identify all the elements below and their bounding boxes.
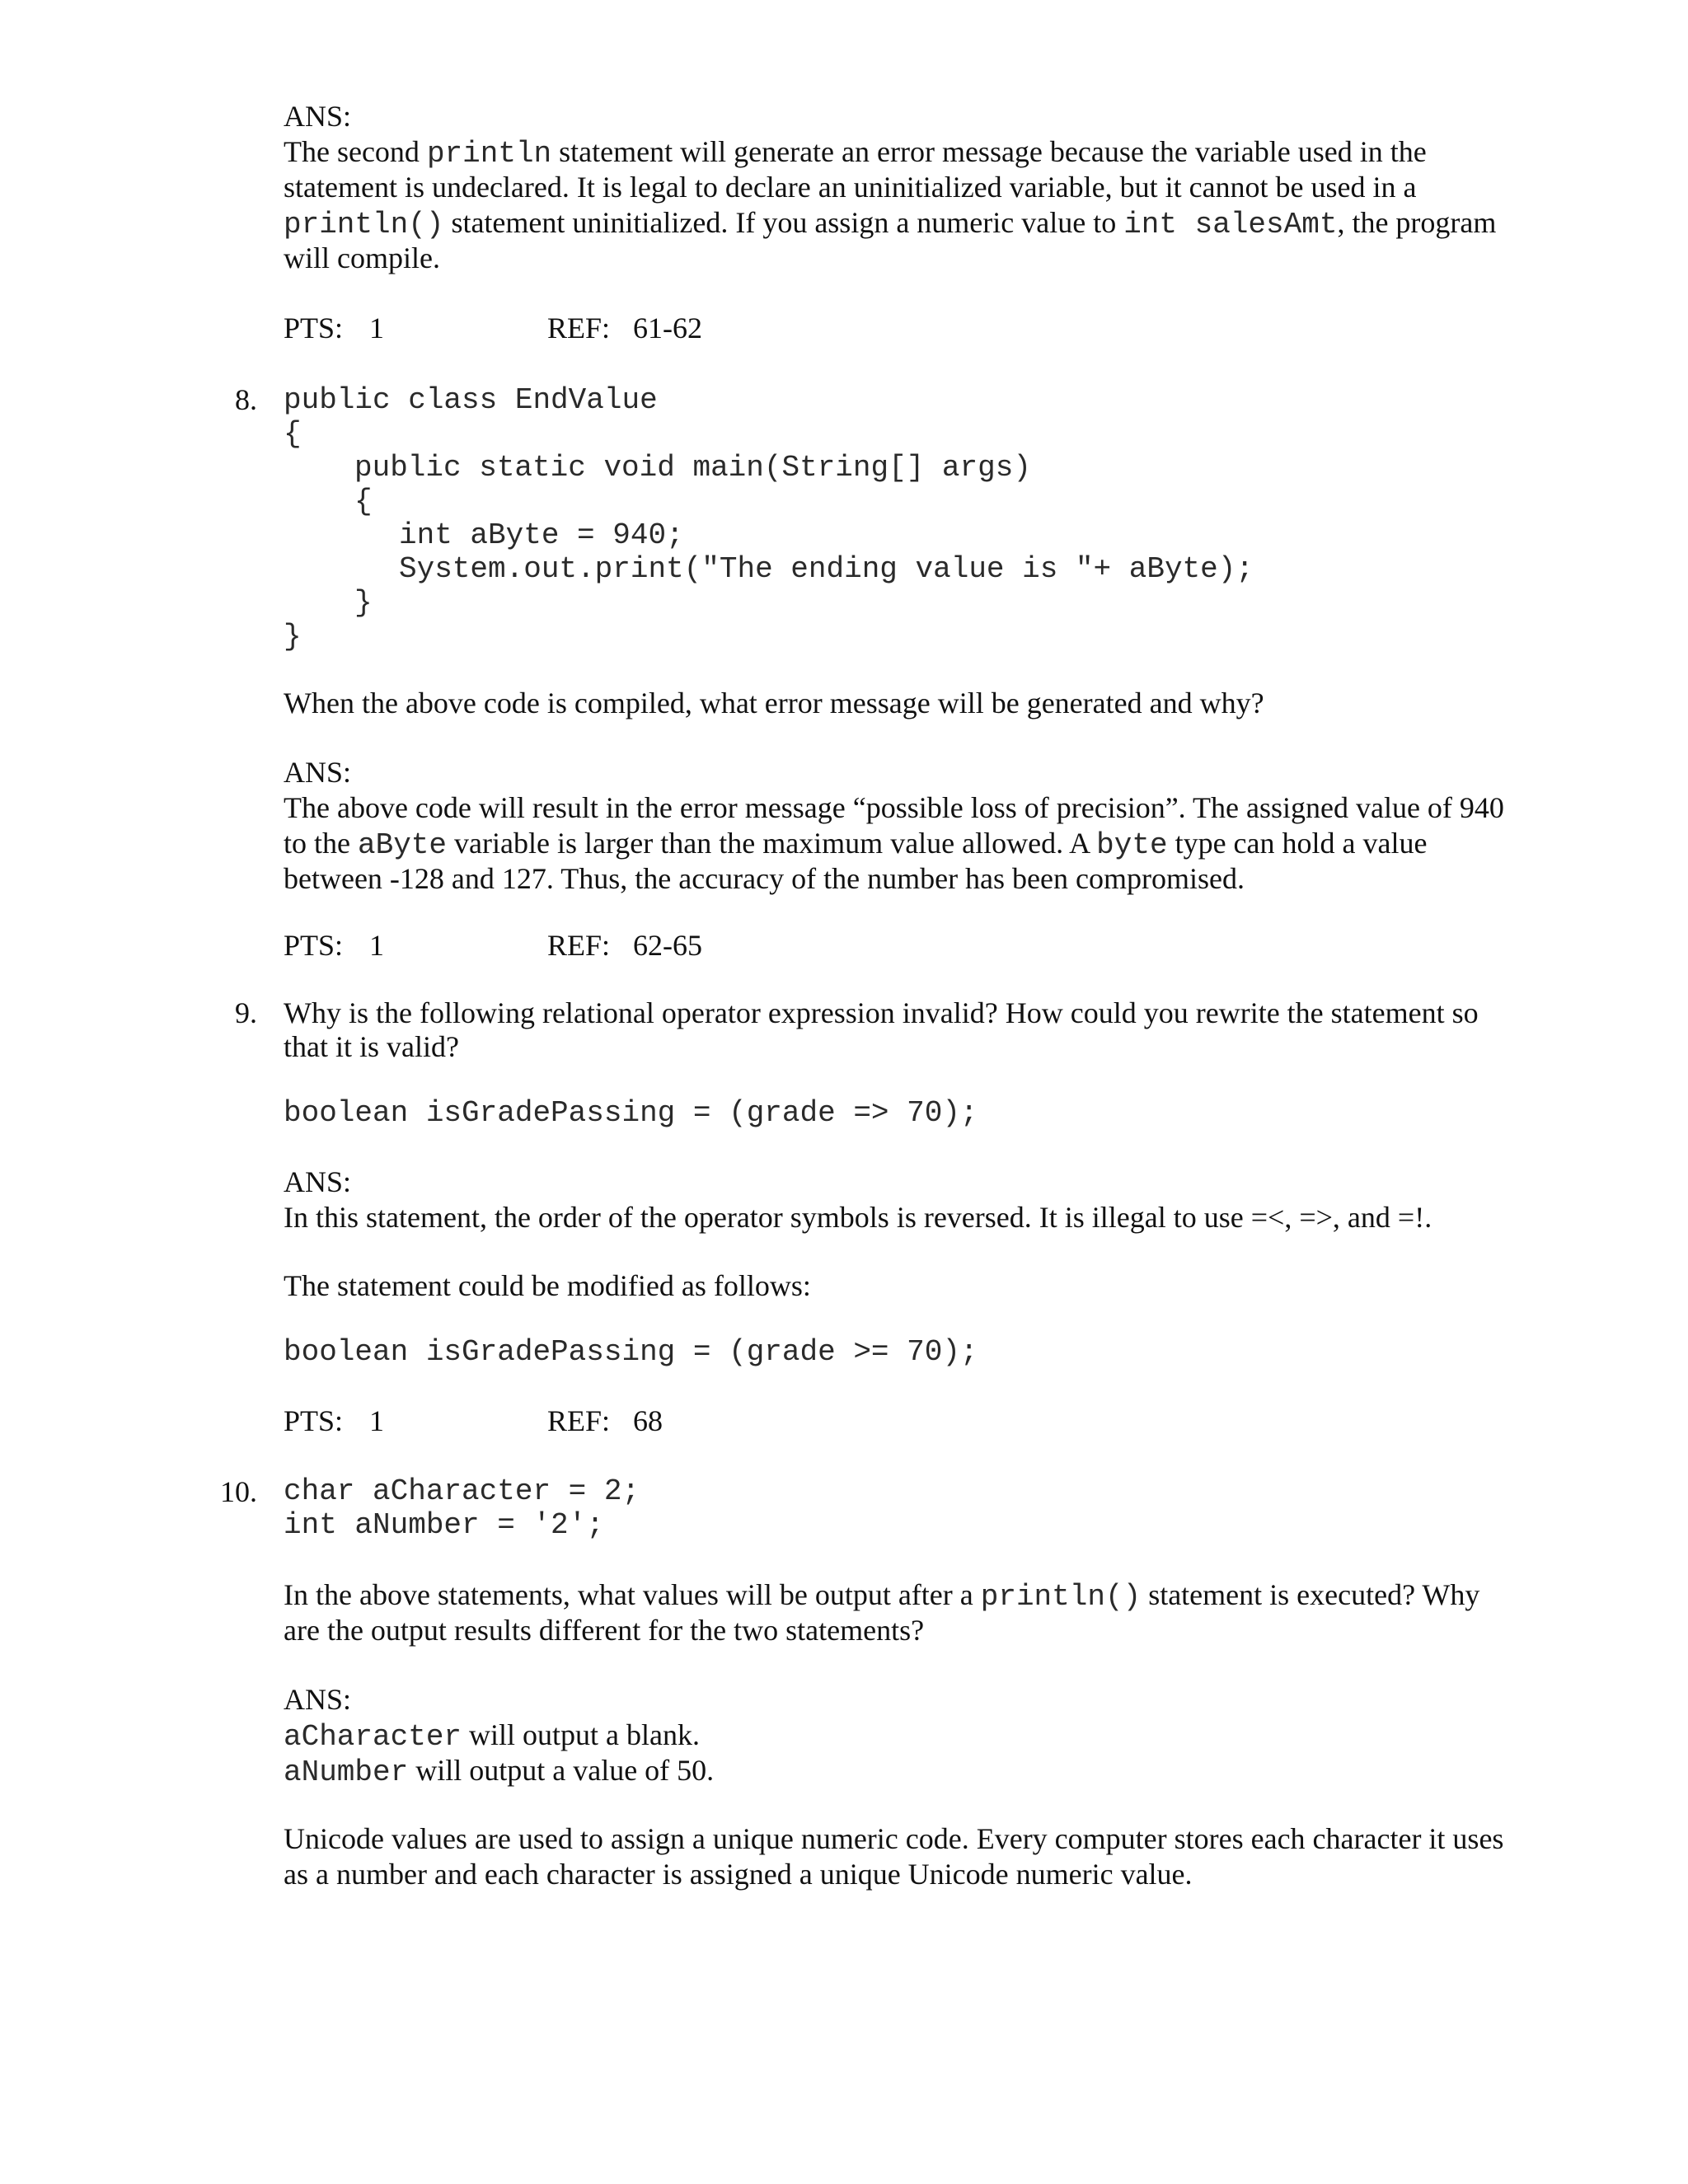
q7-pts-label: PTS:	[284, 312, 344, 344]
q7-answer-line-4: will compile.	[284, 241, 440, 274]
q10-question-line-1: In the above statements, what values will be output after a println() statement is executed? Why	[284, 1578, 1480, 1614]
q7-ref-value: 61-62	[633, 312, 702, 344]
q10-answer-line-1: aCharacter will output a blank.	[284, 1718, 701, 1754]
q9-ref-value: 68	[633, 1404, 663, 1437]
q10-number: 10.	[220, 1475, 257, 1508]
q10-question-line-2: are the output results different for the two statements?	[284, 1614, 925, 1647]
q8-code-line-5: int aByte = 940;	[399, 518, 684, 552]
q9-ref-label: REF:	[547, 1404, 611, 1437]
q8-pts-label: PTS:	[284, 929, 344, 962]
q9-question-line-2: that it is valid?	[284, 1030, 459, 1063]
q8-code-line-8: }	[284, 620, 302, 654]
q10-answer-line-3: Unicode values are used to assign a unique numeric code. Every computer stores each character it uses	[284, 1822, 1504, 1855]
q8-ans-label: ANS:	[284, 756, 352, 789]
q7-answer-line-2: statement is undeclared. It is legal to declare an uninitialized variable, but it cannot be used in a	[284, 171, 1417, 204]
q8-code-line-7: }	[354, 586, 373, 620]
q9-code-valid: boolean isGradePassing = (grade >= 70);	[284, 1335, 978, 1369]
q9-question-line-1: Why is the following relational operator expression invalid? How could you rewrite the statement so	[284, 996, 1479, 1029]
q10-answer-line-2: aNumber will output a value of 50.	[284, 1754, 715, 1789]
q8-answer-line-1: The above code will result in the error message “possible loss of precision”. The assigned value of 940	[284, 791, 1504, 824]
q8-code-line-3: public static void main(String[] args)	[354, 451, 1031, 485]
q8-question: When the above code is compiled, what error message will be generated and why?	[284, 687, 1264, 719]
q8-ref-label: REF:	[547, 929, 611, 962]
q9-pts-label: PTS:	[284, 1404, 344, 1437]
q9-answer-line-2: The statement could be modified as follows:	[284, 1269, 811, 1302]
q10-code-line-1: char aCharacter = 2;	[284, 1474, 640, 1508]
q7-answer-line-3: println() statement uninitialized. If you assign a numeric value to int salesAmt, the program	[284, 206, 1497, 241]
q8-number: 8.	[235, 383, 257, 416]
q8-code-line-6: System.out.print("The ending value is "+ aByte);	[399, 552, 1254, 586]
q8-code-line-2: {	[284, 417, 302, 451]
q9-code-invalid: boolean isGradePassing = (grade => 70);	[284, 1096, 978, 1130]
q7-answer-line-1: The second println statement will generate an error message because the variable used in the	[284, 135, 1427, 171]
q8-ref-value: 62-65	[633, 929, 702, 962]
q8-pts-value: 1	[369, 929, 384, 962]
q9-ans-label: ANS:	[284, 1165, 352, 1198]
q10-code-line-2: int aNumber = '2';	[284, 1508, 604, 1542]
q8-answer-line-2: to the aByte variable is larger than the maximum value allowed. A byte type can hold a value	[284, 827, 1428, 862]
q9-answer-line-1: In this statement, the order of the operator symbols is reversed. It is illegal to use =<, =>, and =!.	[284, 1201, 1432, 1234]
q7-pts-value: 1	[369, 312, 384, 344]
q7-ref-label: REF:	[547, 312, 611, 344]
q9-number: 9.	[235, 996, 257, 1029]
q7-ans-label: ANS:	[284, 100, 352, 133]
q10-ans-label: ANS:	[284, 1683, 352, 1716]
q10-answer-line-4: as a number and each character is assigned a unique Unicode numeric value.	[284, 1858, 1193, 1891]
q8-code-line-1: public class EndValue	[284, 383, 658, 417]
q9-pts-value: 1	[369, 1404, 384, 1437]
q8-answer-line-3: between -128 and 127. Thus, the accuracy of the number has been compromised.	[284, 862, 1245, 895]
q8-code-line-4: {	[354, 485, 373, 518]
